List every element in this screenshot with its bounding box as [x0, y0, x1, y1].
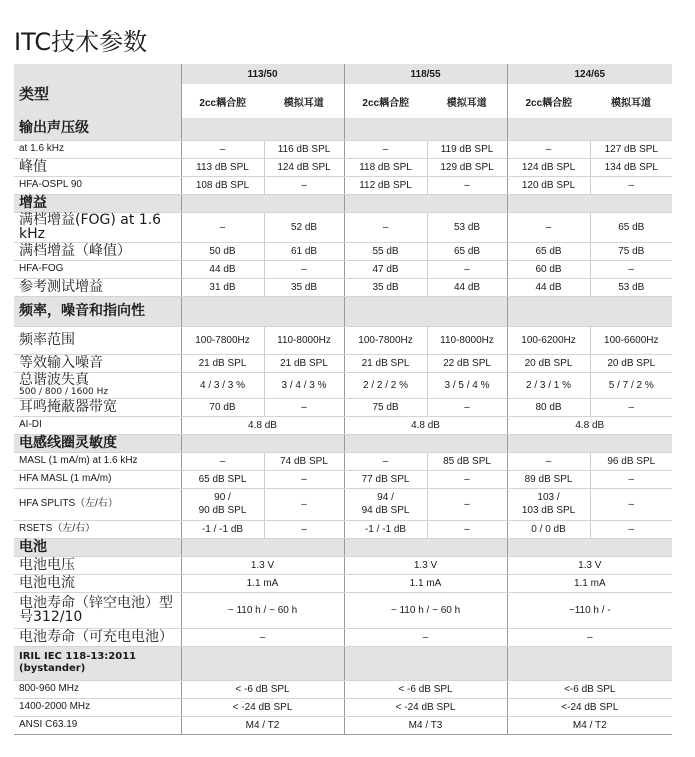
table-cell: 110-8000Hz [427, 326, 507, 354]
table-row [14, 452, 672, 470]
table-row [14, 260, 672, 278]
table-cell: 35 dB [264, 278, 344, 296]
row-label [14, 354, 181, 372]
table-cell: 96 dB SPL [590, 452, 672, 470]
row-label [14, 592, 181, 628]
table-cell: – [344, 212, 427, 242]
row-label [14, 176, 181, 194]
table-cell: 52 dB [264, 212, 344, 242]
table-cell: < -6 dB SPL [181, 680, 344, 698]
cell-line: 103 dB SPL [521, 505, 576, 517]
table-row [14, 242, 672, 260]
table-row [14, 372, 672, 398]
ear-simulator-header: 模拟耳道 [427, 84, 507, 118]
table-row [14, 326, 672, 354]
coupler-header: 2cc耦合腔 [507, 84, 590, 118]
section-filler [344, 646, 507, 680]
type-label: 类型 [19, 85, 50, 104]
table-cell: <-24 dB SPL [507, 698, 672, 716]
table-cell: 70 dB [181, 398, 264, 416]
table-cell: 1.1 mA [181, 574, 344, 592]
table-cell: -1 / -1 dB [181, 520, 264, 538]
table-row [14, 140, 672, 158]
row-label-text: 输出声压级 [19, 120, 89, 137]
table-cell: < -24 dB SPL [181, 698, 344, 716]
ear-simulator-header: 模拟耳道 [264, 84, 344, 118]
section-filler [507, 538, 672, 556]
table-cell: 129 dB SPL [427, 158, 507, 176]
table-row [14, 158, 672, 176]
table-cell: – [590, 176, 672, 194]
table-cell: 116 dB SPL [264, 140, 344, 158]
table-cell: – [344, 628, 507, 646]
row-label-text: ANSI C63.19 [19, 719, 78, 731]
model-header: 124/65 [507, 64, 672, 84]
row-label-text: 800-960 MHz [19, 683, 80, 695]
table-cell: 21 dB SPL [181, 354, 264, 372]
row-label-text: 电池电流 [19, 575, 75, 592]
row-label-text: 参考测试增益 [19, 279, 103, 296]
coupler-header: 2cc耦合腔 [344, 84, 427, 118]
table-cell: – [590, 398, 672, 416]
table-cell: 1.1 mA [507, 574, 672, 592]
spec-table [14, 64, 672, 735]
table-cell: 47 dB [344, 260, 427, 278]
row-label-text: 总谐波失真 [19, 372, 89, 389]
row-label [14, 260, 181, 278]
table-row [14, 278, 672, 296]
table-cell: – [427, 176, 507, 194]
row-label-text: 满档增益（峰值） [19, 243, 131, 260]
table-cell: -1 / -1 dB [344, 520, 427, 538]
table-cell: M4 / T2 [507, 716, 672, 734]
table-cell: 53 dB [590, 278, 672, 296]
table-cell [264, 488, 344, 520]
table-cell [427, 488, 507, 520]
row-label [14, 452, 181, 470]
table-row [14, 592, 672, 628]
table-cell: 113 dB SPL [181, 158, 264, 176]
coupler-header: 2cc耦合腔 [181, 84, 264, 118]
section-row [14, 434, 672, 452]
table-cell: 100-7800Hz [181, 326, 264, 354]
table-cell: – [344, 140, 427, 158]
section-filler [181, 434, 344, 452]
table-cell: 21 dB SPL [264, 354, 344, 372]
table-cell: 119 dB SPL [427, 140, 507, 158]
table-cell: – [590, 470, 672, 488]
row-label-text: 峰值 [19, 158, 47, 175]
table-cell: 44 dB [507, 278, 590, 296]
table-cell: 0 / 0 dB [507, 520, 590, 538]
section-heading [14, 646, 181, 680]
table-cell: – [507, 212, 590, 242]
table-cell: – [507, 452, 590, 470]
section-row [14, 296, 672, 326]
table-cell: 85 dB SPL [427, 452, 507, 470]
table-cell: – [264, 176, 344, 194]
row-sublabel: 500 / 800 / 1600 Hz [19, 387, 109, 397]
row-label-text: HFA-OSPL 90 [19, 178, 82, 190]
table-cell: 110-8000Hz [264, 326, 344, 354]
table-cell: ~ 110 h / ~ 60 h [181, 592, 344, 628]
table-cell: – [181, 628, 344, 646]
section-filler [344, 434, 507, 452]
table-cell: M4 / T2 [181, 716, 344, 734]
table-cell: – [264, 398, 344, 416]
cell-line: 90 / [214, 491, 231, 503]
section-row [14, 194, 672, 212]
row-label-text: MASL (1 mA/m) at 1.6 kHz [19, 455, 138, 467]
table-cell: 65 dB [590, 212, 672, 242]
table-cell: ~ 110 h / ~ 60 h [344, 592, 507, 628]
cell-line: 90 dB SPL [198, 505, 247, 517]
row-label-text: HFA-FOG [19, 263, 64, 275]
table-cell: < -6 dB SPL [344, 680, 507, 698]
table-cell: 1.3 V [344, 556, 507, 574]
table-cell: 20 dB SPL [590, 354, 672, 372]
row-label [14, 140, 181, 158]
cell-line: – [628, 498, 635, 510]
table-cell: 89 dB SPL [507, 470, 590, 488]
table-cell [590, 488, 672, 520]
row-label-text: 频率，噪音和指向性 [19, 303, 145, 320]
section-filler [344, 118, 507, 140]
table-cell: M4 / T3 [344, 716, 507, 734]
table-cell [344, 488, 427, 520]
section-filler [344, 538, 507, 556]
table-cell: 4 / 3 / 3 % [181, 372, 264, 398]
row-label-text: HFA MASL (1 mA/m) [19, 473, 112, 485]
row-label [14, 212, 181, 242]
model-header: 118/55 [344, 64, 507, 84]
row-label [14, 680, 181, 698]
table-row [14, 698, 672, 716]
table-row [14, 556, 672, 574]
row-label-text: 电池寿命（锌空电池）型号312/10 [19, 594, 173, 626]
row-label [14, 326, 181, 354]
row-label-text: 电池 [19, 539, 47, 556]
section-heading [14, 194, 181, 212]
table-cell: 124 dB SPL [507, 158, 590, 176]
row-label-text: at 1.6 kHz [19, 142, 65, 154]
table-cell: 100-6200Hz [507, 326, 590, 354]
table-cell: 77 dB SPL [344, 470, 427, 488]
table-cell: 1.3 V [507, 556, 672, 574]
row-label-text: 增益 [19, 194, 47, 211]
table-cell: 100-7800Hz [344, 326, 427, 354]
table-cell: 2 / 2 / 2 % [344, 372, 427, 398]
table-cell: 65 dB SPL [181, 470, 264, 488]
section-filler [507, 296, 672, 326]
row-label [14, 716, 181, 734]
section-heading [14, 118, 181, 140]
table-row [14, 416, 672, 434]
table-cell: 124 dB SPL [264, 158, 344, 176]
row-label-text: 耳鸣掩蔽器带宽 [19, 399, 117, 416]
table-cell: 21 dB SPL [344, 354, 427, 372]
page-title: ITC技术参数 [14, 28, 148, 56]
section-filler [181, 118, 344, 140]
section-filler [181, 194, 344, 212]
row-label [14, 398, 181, 416]
section-filler [507, 118, 672, 140]
row-label [14, 470, 181, 488]
model-header: 113/50 [181, 64, 344, 84]
table-cell: 74 dB SPL [264, 452, 344, 470]
table-row [14, 354, 672, 372]
table-cell: 108 dB SPL [181, 176, 264, 194]
table-cell: – [181, 452, 264, 470]
table-row [14, 628, 672, 646]
type-header [14, 64, 181, 118]
table-cell: 50 dB [181, 242, 264, 260]
table-cell: – [427, 398, 507, 416]
table-cell: < -24 dB SPL [344, 698, 507, 716]
section-row [14, 538, 672, 556]
section-heading [14, 296, 181, 326]
table-cell: 3 / 4 / 3 % [264, 372, 344, 398]
table-row [14, 574, 672, 592]
table-cell: 3 / 5 / 4 % [427, 372, 507, 398]
table-cell: – [264, 520, 344, 538]
row-label [14, 698, 181, 716]
table-cell: 134 dB SPL [590, 158, 672, 176]
table-cell: 65 dB [507, 242, 590, 260]
cell-line: – [301, 498, 307, 510]
row-label-text: 频率范围 [19, 332, 75, 349]
section-filler [181, 296, 344, 326]
table-cell: 127 dB SPL [590, 140, 672, 158]
table-row [14, 176, 672, 194]
row-label-text: IRIL IEC 118-13:2011 (bystander) [19, 650, 137, 675]
table-row [14, 716, 672, 734]
table-cell: 22 dB SPL [427, 354, 507, 372]
table-cell: – [264, 470, 344, 488]
table-cell: 20 dB SPL [507, 354, 590, 372]
table-cell [181, 488, 264, 520]
table-cell: <-6 dB SPL [507, 680, 672, 698]
section-row [14, 118, 672, 140]
section-heading [14, 538, 181, 556]
table-row [14, 212, 672, 242]
row-label-text: AI-DI [19, 419, 42, 431]
table-cell [507, 488, 590, 520]
row-label [14, 556, 181, 574]
table-row [14, 520, 672, 538]
table-cell: – [507, 140, 590, 158]
row-label-text: 等效输入噪音 [19, 355, 103, 372]
table-cell: – [427, 470, 507, 488]
table-cell: – [181, 212, 264, 242]
row-label [14, 158, 181, 176]
table-cell: 4.8 dB [344, 416, 507, 434]
table-cell: 60 dB [507, 260, 590, 278]
table-cell: 53 dB [427, 212, 507, 242]
table-row [14, 398, 672, 416]
table-cell: 80 dB [507, 398, 590, 416]
row-label [14, 488, 181, 520]
row-label [14, 574, 181, 592]
table-cell: – [427, 520, 507, 538]
row-label-text: RSETS（左/右） [19, 523, 96, 535]
row-label [14, 416, 181, 434]
cell-line: 94 / [377, 491, 394, 503]
table-row [14, 488, 672, 520]
table-cell: 1.1 mA [344, 574, 507, 592]
section-filler [507, 194, 672, 212]
table-cell: 61 dB [264, 242, 344, 260]
cell-line: 103 / [537, 491, 560, 503]
table-cell: – [344, 452, 427, 470]
row-label [14, 372, 181, 398]
row-label [14, 628, 181, 646]
table-cell: ~110 h / - [507, 592, 672, 628]
table-cell: 44 dB [181, 260, 264, 278]
section-filler [181, 538, 344, 556]
row-label [14, 242, 181, 260]
cell-line: 94 dB SPL [361, 505, 410, 517]
table-row [14, 470, 672, 488]
table-cell: – [590, 520, 672, 538]
table-cell: 31 dB [181, 278, 264, 296]
table-cell: 118 dB SPL [344, 158, 427, 176]
section-filler [181, 646, 344, 680]
section-filler [344, 296, 507, 326]
table-cell: 2 / 3 / 1 % [507, 372, 590, 398]
row-label-text: HFA SPLITS（左/右） [19, 498, 118, 510]
row-label [14, 520, 181, 538]
section-filler [344, 194, 507, 212]
row-label-text: 电感线圈灵敏度 [19, 435, 117, 452]
table-cell: 100-6600Hz [590, 326, 672, 354]
table-cell: – [507, 628, 672, 646]
table-cell: 5 / 7 / 2 % [590, 372, 672, 398]
section-filler [507, 646, 672, 680]
table-cell: 35 dB [344, 278, 427, 296]
table-row [14, 680, 672, 698]
table-cell: 44 dB [427, 278, 507, 296]
table-cell: – [264, 260, 344, 278]
row-label [14, 278, 181, 296]
table-cell: 75 dB [344, 398, 427, 416]
table-cell: – [427, 260, 507, 278]
table-cell: 55 dB [344, 242, 427, 260]
table-cell: 65 dB [427, 242, 507, 260]
cell-line: – [464, 498, 470, 510]
table-cell: 120 dB SPL [507, 176, 590, 194]
ear-simulator-header: 模拟耳道 [590, 84, 672, 118]
section-row [14, 646, 672, 680]
row-label-text: 满档增益(FOG) at 1.6 kHz [19, 211, 162, 243]
table-cell: – [181, 140, 264, 158]
table-cell: – [590, 260, 672, 278]
table-cell: 112 dB SPL [344, 176, 427, 194]
row-label-text: 1400-2000 MHz [19, 701, 91, 713]
table-cell: 4.8 dB [507, 416, 672, 434]
row-label-text: 电池寿命（可充电电池） [19, 629, 173, 646]
row-label-text: 电池电压 [19, 557, 75, 574]
table-cell: 1.3 V [181, 556, 344, 574]
section-heading [14, 434, 181, 452]
table-cell: 75 dB [590, 242, 672, 260]
table-cell: 4.8 dB [181, 416, 344, 434]
section-filler [507, 434, 672, 452]
